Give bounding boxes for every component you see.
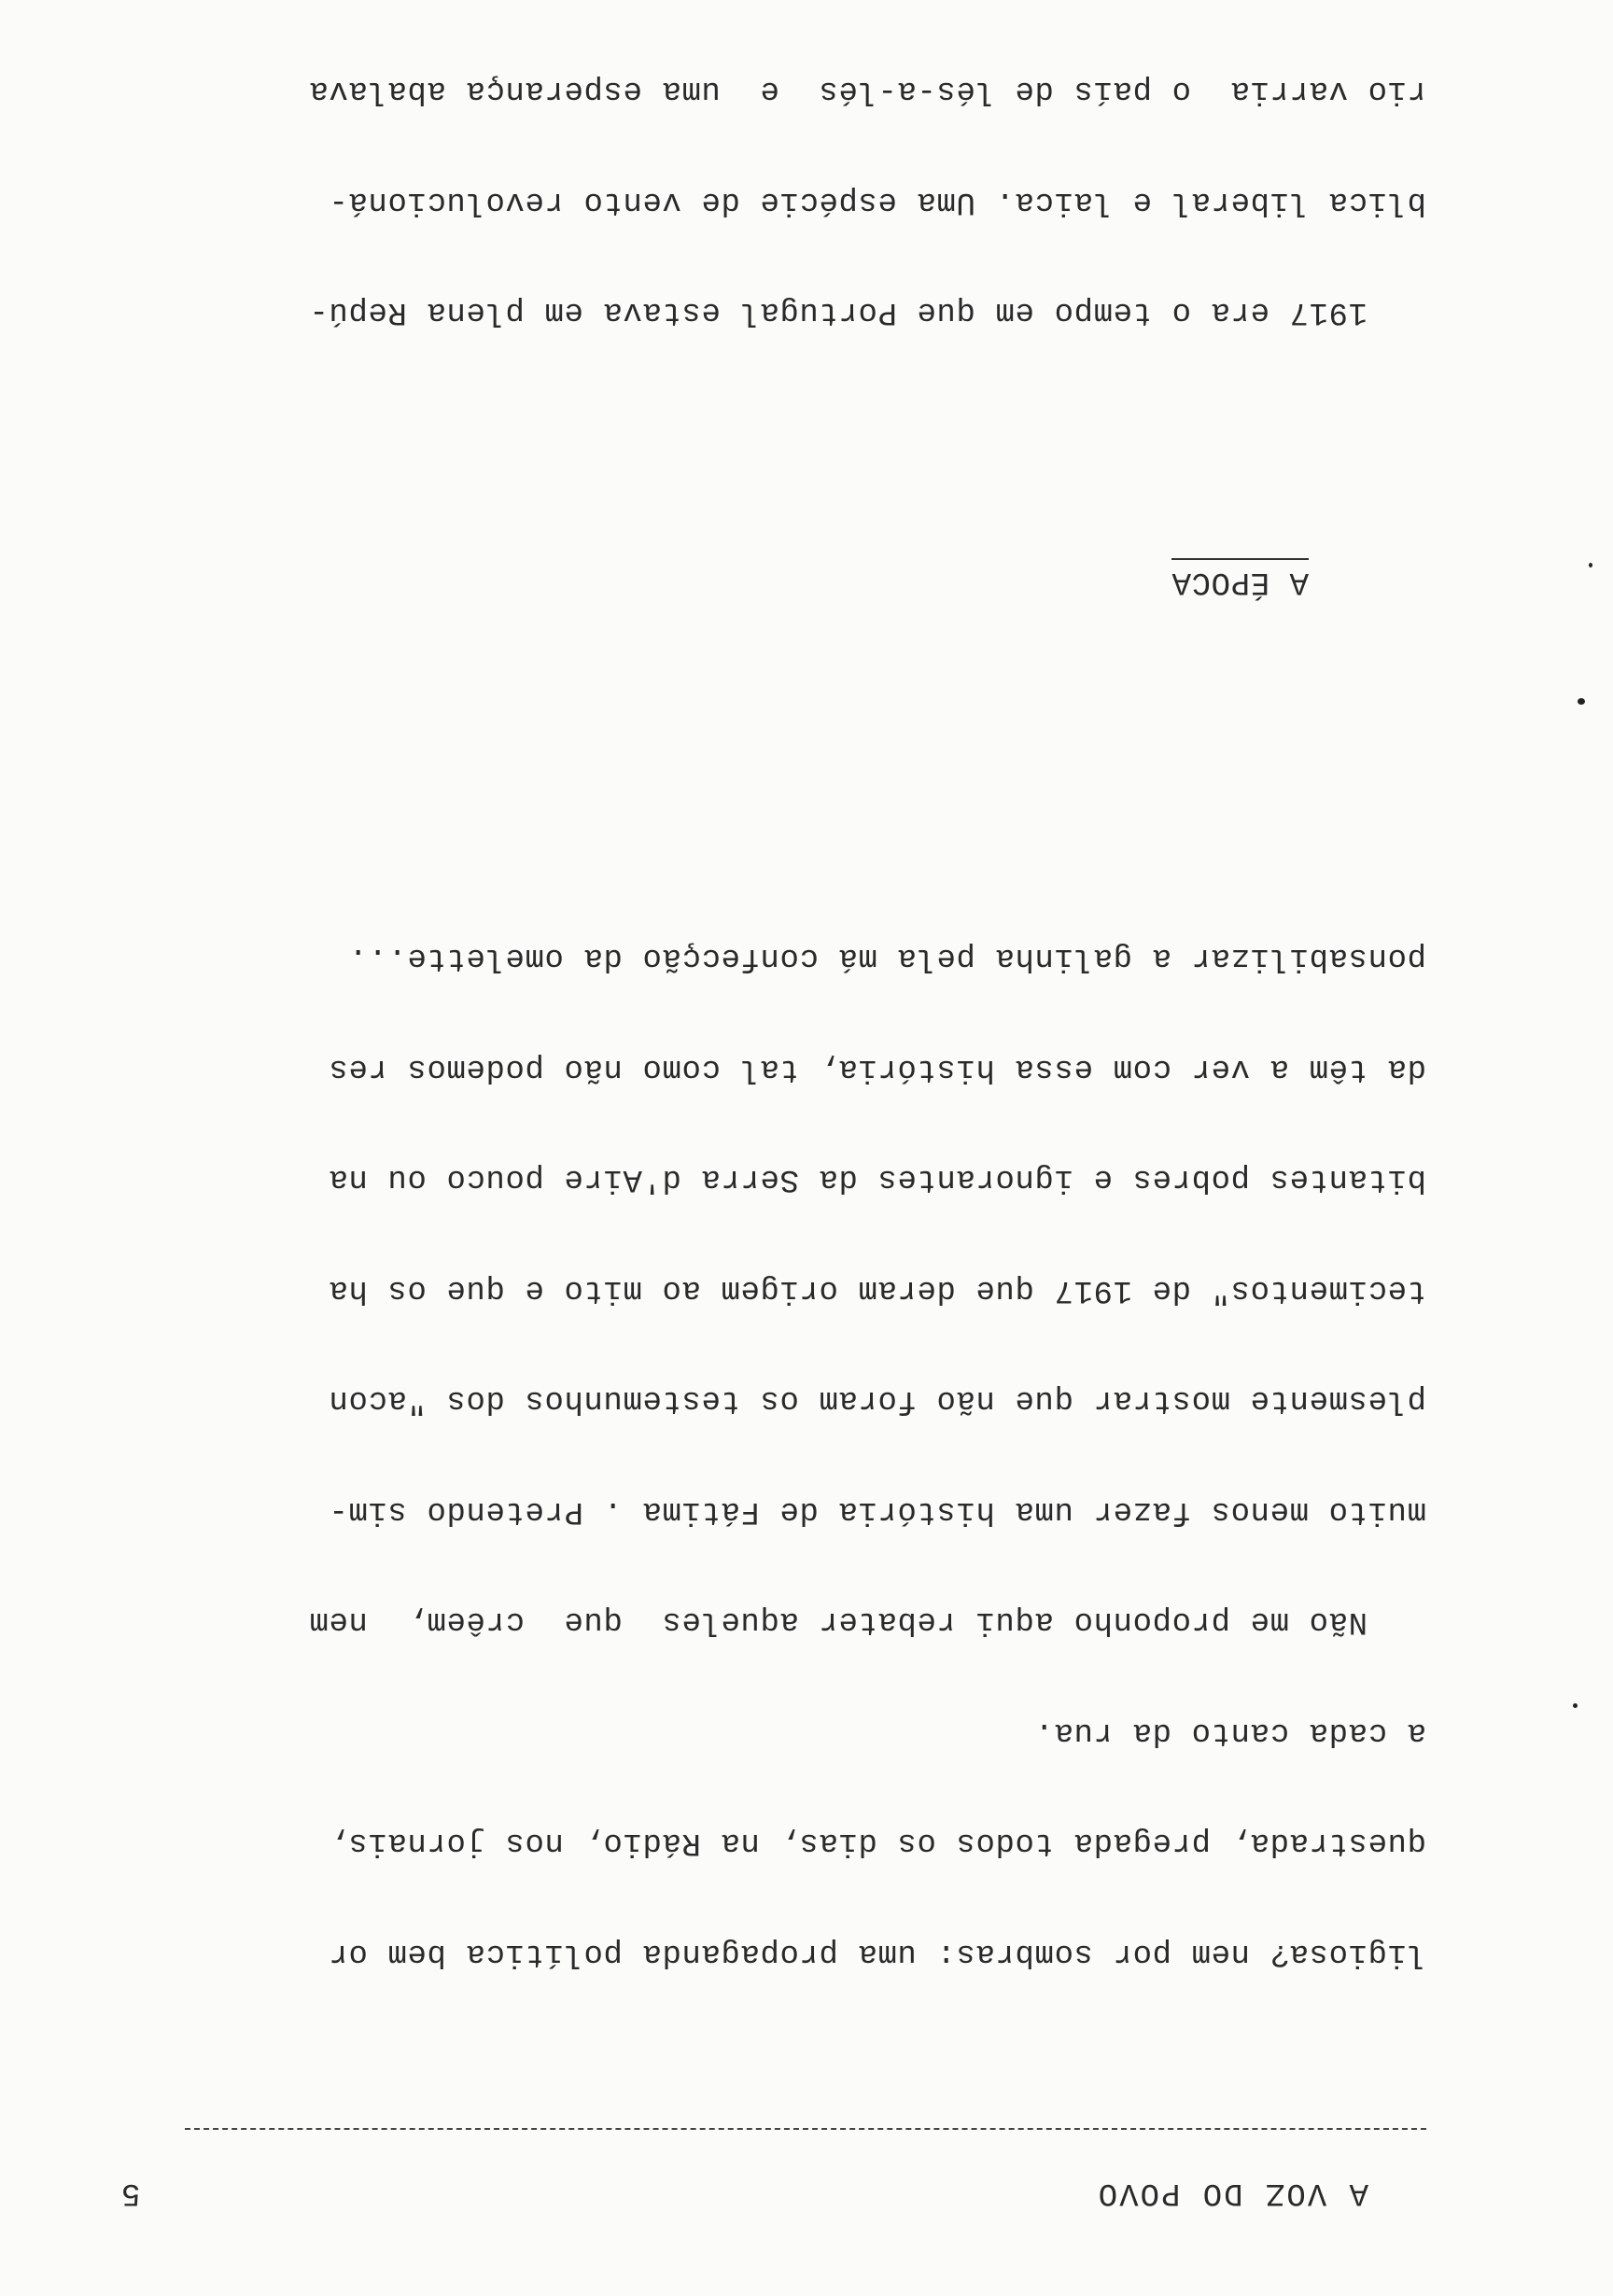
ink-speck [1573,1703,1578,1708]
text-line: Não me proponho aqui rebater aqueles que crêem, nem [308,1603,1426,1640]
spacer [82,514,1426,525]
text-line: ligiosa? nem por sombras: uma propaganda política bem or [328,1936,1426,1971]
ink-speck [1589,563,1592,567]
text-line: tecimentos" de 1917 que deram origem ao mito e que os ha [328,1272,1426,1308]
page-number: 5 [119,2175,141,2210]
ink-speck [1578,698,1585,705]
spacer [82,710,1426,755]
text-line: muito menos fazer uma história de Fátima . Pretendo sim- [328,1493,1426,1529]
text-line: a cada canto da rua. [1033,1715,1426,1750]
article-text [82,0,1426,2119]
text-line: da têm a ver com essa história, tal como não podemos res [328,1051,1426,1086]
text-line: blica liberal e laica. Uma espécie de vento revolucioná- [328,184,1426,219]
running-header [101,2154,1426,2210]
intro-paragraphs [82,865,1426,2045]
text-line: rio varria o país de lés-a-lés e uma esperança abalava [308,73,1426,109]
text-line: 1917 era o tempo em que Portugal estava em plena Repú- [308,294,1426,330]
publication-title: A VOZ DO POVO [1096,2175,1368,2210]
section-title: A ÉPOCA [1171,559,1309,600]
text-line: bitantes pobres e ignorantes da Serra d'Aire pouco ou na [328,1161,1426,1197]
section-heading [82,564,1426,637]
header-rule [185,2128,1426,2130]
text-line: plesmente mostrar que não foram os testemunhos dos "acon [328,1382,1426,1419]
body-paragraphs [82,0,1426,404]
text-line: questrada, pregada todos os dias, na Rádio, nos jornais, [328,1825,1426,1861]
text-line: ponsabilizar a galinha pela má confecção da omelette... [347,940,1426,976]
